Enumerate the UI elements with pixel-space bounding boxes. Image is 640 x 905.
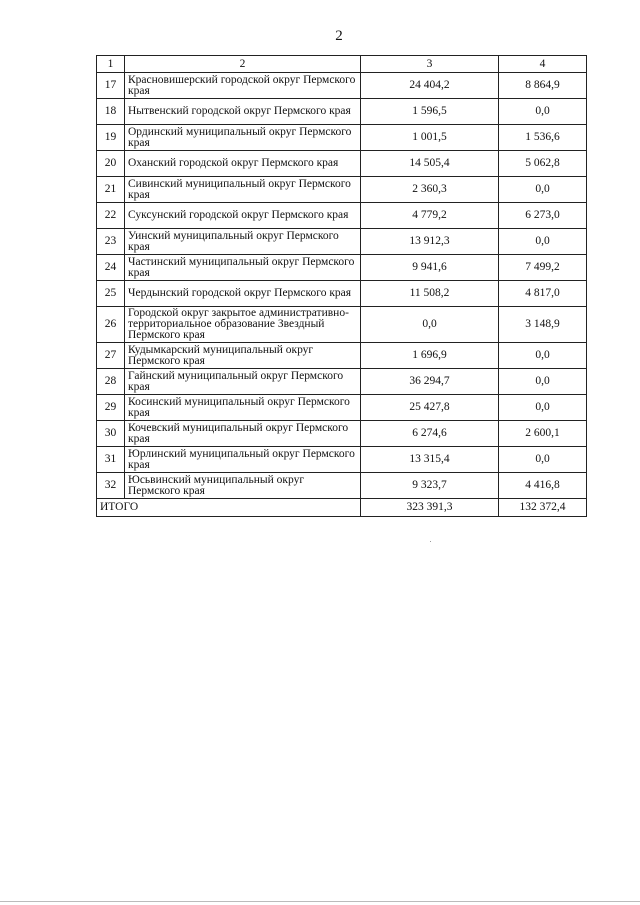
value-col-4: 5 062,8 bbox=[499, 151, 587, 177]
municipality-name: Уинский муниципальный округ Пермского края bbox=[125, 229, 361, 255]
row-number: 19 bbox=[97, 125, 125, 151]
row-number: 18 bbox=[97, 99, 125, 125]
municipality-name: Кудымкарский муниципальный округ Пермского края bbox=[125, 343, 361, 369]
value-col-3: 11 508,2 bbox=[361, 281, 499, 307]
table-row bbox=[97, 255, 587, 281]
table-row bbox=[97, 203, 587, 229]
value-col-4: 7 499,2 bbox=[499, 255, 587, 281]
page-number: 2 bbox=[335, 28, 343, 44]
row-number: 30 bbox=[97, 421, 125, 447]
row-number: 29 bbox=[97, 395, 125, 421]
row-number: 25 bbox=[97, 281, 125, 307]
table-row bbox=[97, 421, 587, 447]
value-col-3: 1 596,5 bbox=[361, 99, 499, 125]
row-number: 22 bbox=[97, 203, 125, 229]
municipality-name: Оханский городской округ Пермского края bbox=[125, 151, 361, 177]
table-row bbox=[97, 281, 587, 307]
value-col-4: 0,0 bbox=[499, 369, 587, 395]
value-col-4: 3 148,9 bbox=[499, 307, 587, 343]
value-col-4: 0,0 bbox=[499, 99, 587, 125]
municipality-name: Городской округ закрытое административно-территориальное образование Звездный Пермского края bbox=[125, 307, 361, 343]
table-row bbox=[97, 99, 587, 125]
value-col-3: 36 294,7 bbox=[361, 369, 499, 395]
value-col-3: 4 779,2 bbox=[361, 203, 499, 229]
table-row bbox=[97, 343, 587, 369]
table-header-row bbox=[97, 56, 587, 73]
budget-table bbox=[96, 55, 587, 517]
value-col-4: 0,0 bbox=[499, 395, 587, 421]
municipality-name: Юрлинский муниципальный округ Пермского края bbox=[125, 447, 361, 473]
value-col-3: 24 404,2 bbox=[361, 73, 499, 99]
row-number: 27 bbox=[97, 343, 125, 369]
row-number: 31 bbox=[97, 447, 125, 473]
table-row bbox=[97, 447, 587, 473]
municipality-name: Сивинский муниципальный округ Пермского края bbox=[125, 177, 361, 203]
table-row bbox=[97, 73, 587, 99]
value-col-3: 13 912,3 bbox=[361, 229, 499, 255]
row-number: 20 bbox=[97, 151, 125, 177]
municipality-name: Частинский муниципальный округ Пермского края bbox=[125, 255, 361, 281]
table-row bbox=[97, 177, 587, 203]
value-col-3: 13 315,4 bbox=[361, 447, 499, 473]
table-row bbox=[97, 395, 587, 421]
total-label: ИТОГО bbox=[97, 499, 361, 517]
municipality-name: Кочевский муниципальный округ Пермского края bbox=[125, 421, 361, 447]
header-cell-2: 2 bbox=[125, 56, 361, 73]
municipality-name: Юсьвинский муниципальный округ Пермского края bbox=[125, 473, 361, 499]
scan-bottom-edge bbox=[0, 901, 640, 902]
municipality-name: Красновишерский городской округ Пермского края bbox=[125, 73, 361, 99]
total-value-col-4: 132 372,4 bbox=[499, 499, 587, 517]
value-col-4: 4 416,8 bbox=[499, 473, 587, 499]
table-row bbox=[97, 369, 587, 395]
total-value-col-3: 323 391,3 bbox=[361, 499, 499, 517]
value-col-3: 0,0 bbox=[361, 307, 499, 343]
row-number: 26 bbox=[97, 307, 125, 343]
value-col-3: 1 696,9 bbox=[361, 343, 499, 369]
value-col-4: 2 600,1 bbox=[499, 421, 587, 447]
header-cell-3: 3 bbox=[361, 56, 499, 73]
row-number: 17 bbox=[97, 73, 125, 99]
row-number: 24 bbox=[97, 255, 125, 281]
header-cell-1: 1 bbox=[97, 56, 125, 73]
value-col-4: 8 864,9 bbox=[499, 73, 587, 99]
header-cell-4: 4 bbox=[499, 56, 587, 73]
value-col-3: 9 941,6 bbox=[361, 255, 499, 281]
table-row bbox=[97, 229, 587, 255]
value-col-4: 0,0 bbox=[499, 229, 587, 255]
table-row bbox=[97, 151, 587, 177]
table-row bbox=[97, 125, 587, 151]
municipality-name: Косинский муниципальный округ Пермского края bbox=[125, 395, 361, 421]
value-col-3: 6 274,6 bbox=[361, 421, 499, 447]
value-col-3: 14 505,4 bbox=[361, 151, 499, 177]
value-col-3: 25 427,8 bbox=[361, 395, 499, 421]
row-number: 21 bbox=[97, 177, 125, 203]
table-row bbox=[97, 473, 587, 499]
value-col-3: 9 323,7 bbox=[361, 473, 499, 499]
municipality-name: Гайнский муниципальный округ Пермского края bbox=[125, 369, 361, 395]
value-col-4: 6 273,0 bbox=[499, 203, 587, 229]
row-number: 28 bbox=[97, 369, 125, 395]
table-row bbox=[97, 307, 587, 343]
value-col-4: 0,0 bbox=[499, 447, 587, 473]
row-number: 23 bbox=[97, 229, 125, 255]
municipality-name: Нытвенский городской округ Пермского края bbox=[125, 99, 361, 125]
value-col-4: 0,0 bbox=[499, 177, 587, 203]
value-col-4: 1 536,6 bbox=[499, 125, 587, 151]
municipality-name: Чердынский городской округ Пермского края bbox=[125, 281, 361, 307]
value-col-4: 0,0 bbox=[499, 343, 587, 369]
row-number: 32 bbox=[97, 473, 125, 499]
value-col-4: 4 817,0 bbox=[499, 281, 587, 307]
total-row bbox=[97, 499, 587, 517]
municipality-name: Суксунский городской округ Пермского края bbox=[125, 203, 361, 229]
municipality-name: Ординский муниципальный округ Пермского края bbox=[125, 125, 361, 151]
value-col-3: 1 001,5 bbox=[361, 125, 499, 151]
scan-speck bbox=[430, 541, 431, 542]
value-col-3: 2 360,3 bbox=[361, 177, 499, 203]
